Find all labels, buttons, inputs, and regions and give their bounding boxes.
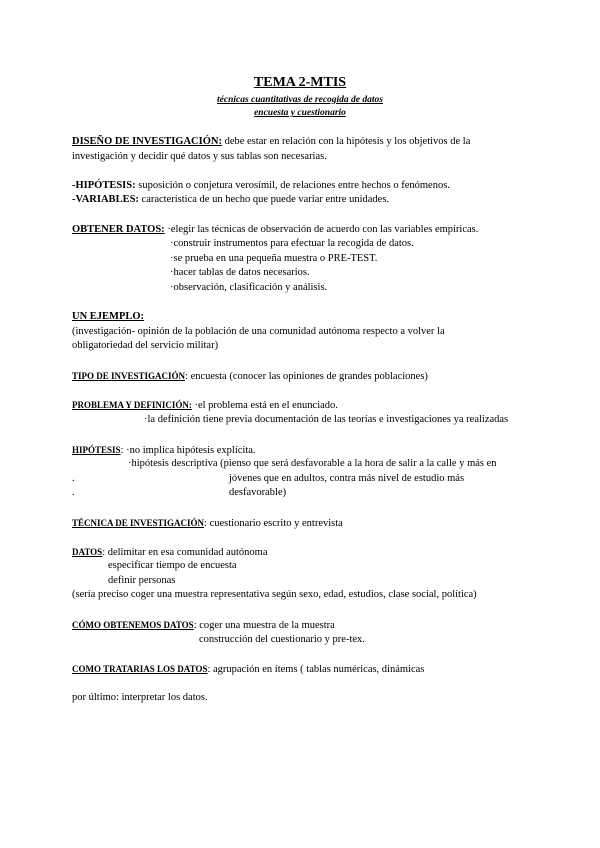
- tecnica-line: [72, 516, 343, 531]
- obtener-item-4: ·hacer tablas de datos necesarios.: [170, 267, 310, 278]
- ejemplo-label: UN EJEMPLO:: [72, 311, 145, 322]
- hipo2-text-3: jóvenes que en adultos, contra más nivel de estudio más: [229, 473, 465, 484]
- como-tratarias-text: : agrupación en ítems ( tablas numéricas, dinámicas: [207, 664, 425, 675]
- como-obtenemos-text-1: : coger una muestra de la muestra: [193, 620, 335, 631]
- datos-line-1: [72, 545, 268, 560]
- tecnica-text: : cuestionario escrito y entrevista: [204, 518, 343, 529]
- tipo-text: : encuesta (conocer las opiniones de grandes poblaciones): [185, 371, 428, 382]
- hipotesis-label: -HIPÓTESIS:: [72, 180, 136, 191]
- hipo2-dot-1: .: [72, 473, 75, 484]
- ejemplo-label-line: [72, 310, 144, 324]
- ejemplo-text-2: obligatoriedad del servicio militar): [72, 340, 219, 351]
- page-title: TEMA 2-MTIS: [253, 75, 347, 90]
- datos-text-4: (sería preciso coger una muestra representativa según sexo, edad, estudios, clase social, política): [72, 589, 477, 600]
- diseno-text-2: investigación y decidir qué datos y sus tablas son necesarias.: [72, 151, 327, 162]
- hipo2-text-2: ·hipótesis descriptiva (pienso que será desfavorable a la hora de salir a la calle y más en: [128, 458, 497, 469]
- tipo-line: [72, 369, 428, 384]
- page-subtitle-2: encuesta y cuestionario: [254, 108, 346, 118]
- hipo2-line-1: [72, 443, 256, 458]
- datos-label: DATOS: [72, 547, 103, 557]
- como-tratarias-line: [72, 662, 424, 677]
- hipotesis-text: suposición o conjetura verosímil, de relaciones entre hechos o fenómenos.: [135, 180, 450, 191]
- obtener-item-5: ·observación, clasificación y análisis.: [170, 282, 328, 293]
- diseno-line-1: [72, 135, 470, 149]
- como-obtenemos-text-2: construcción del cuestionario y pre-tex.: [199, 634, 365, 645]
- problema-text-2: ·la definición tiene previa documentación de las teorías e investigaciones ya realizadas: [144, 414, 509, 425]
- variables-text: característica de un hecho que puede variar entre unidades.: [138, 194, 390, 205]
- hipotesis-line: [72, 179, 450, 193]
- variables-line: [72, 193, 389, 207]
- datos-text-1: : delimitar en esa comunidad autónoma: [102, 547, 268, 558]
- hipo2-text-1: : ·no implica hipótesis explícita.: [120, 445, 256, 456]
- tecnica-label: TÉCNICA DE INVESTIGACIÓN: [72, 518, 205, 528]
- datos-text-3: definir personas: [108, 575, 176, 586]
- datos-text-2: especificar tiempo de encuesta: [108, 560, 237, 571]
- problema-label: PROBLEMA Y DEFINICIÓN:: [72, 400, 192, 410]
- problema-line-1: [72, 398, 338, 413]
- hipo2-text-4: desfavorable): [229, 487, 287, 498]
- variables-label: -VARIABLES:: [72, 194, 139, 205]
- como-obtenemos-label: CÓMO OBTENEMOS DATOS: [72, 620, 194, 630]
- problema-text-1: ·el problema está en el enunciado.: [191, 400, 338, 411]
- obtener-label: OBTENER DATOS:: [72, 224, 165, 235]
- como-tratarias-label: COMO TRATARIAS LOS DATOS: [72, 664, 208, 674]
- tipo-label: TIPO DE INVESTIGACIÓN: [72, 371, 186, 381]
- ejemplo-text-1: (investigación- opinión de la población de una comunidad autónoma respecto a volver la: [72, 326, 445, 337]
- obtener-line-1: [72, 223, 478, 237]
- obtener-item-3: ·se prueba en una pequeña muestra o PRE-TEST.: [170, 253, 378, 264]
- obtener-item-1: ·elegir las técnicas de observación de acuerdo con las variables empíricas.: [164, 224, 479, 235]
- final-line: por último: interpretar los datos.: [72, 692, 208, 703]
- diseno-text-1: debe estar en relación con la hipótesis y los objetivos de la: [221, 136, 471, 147]
- page-subtitle: técnicas cuantitativas de recogida de datos: [217, 95, 383, 105]
- como-obtenemos-line-1: [72, 618, 335, 633]
- diseno-label: DISEÑO DE INVESTIGACIÓN:: [72, 136, 222, 147]
- hipo2-dot-2: .: [72, 487, 75, 498]
- hipo2-label: HIPÓTESIS: [72, 445, 121, 455]
- obtener-item-2: ·construir instrumentos para efectuar la recogida de datos.: [170, 238, 414, 249]
